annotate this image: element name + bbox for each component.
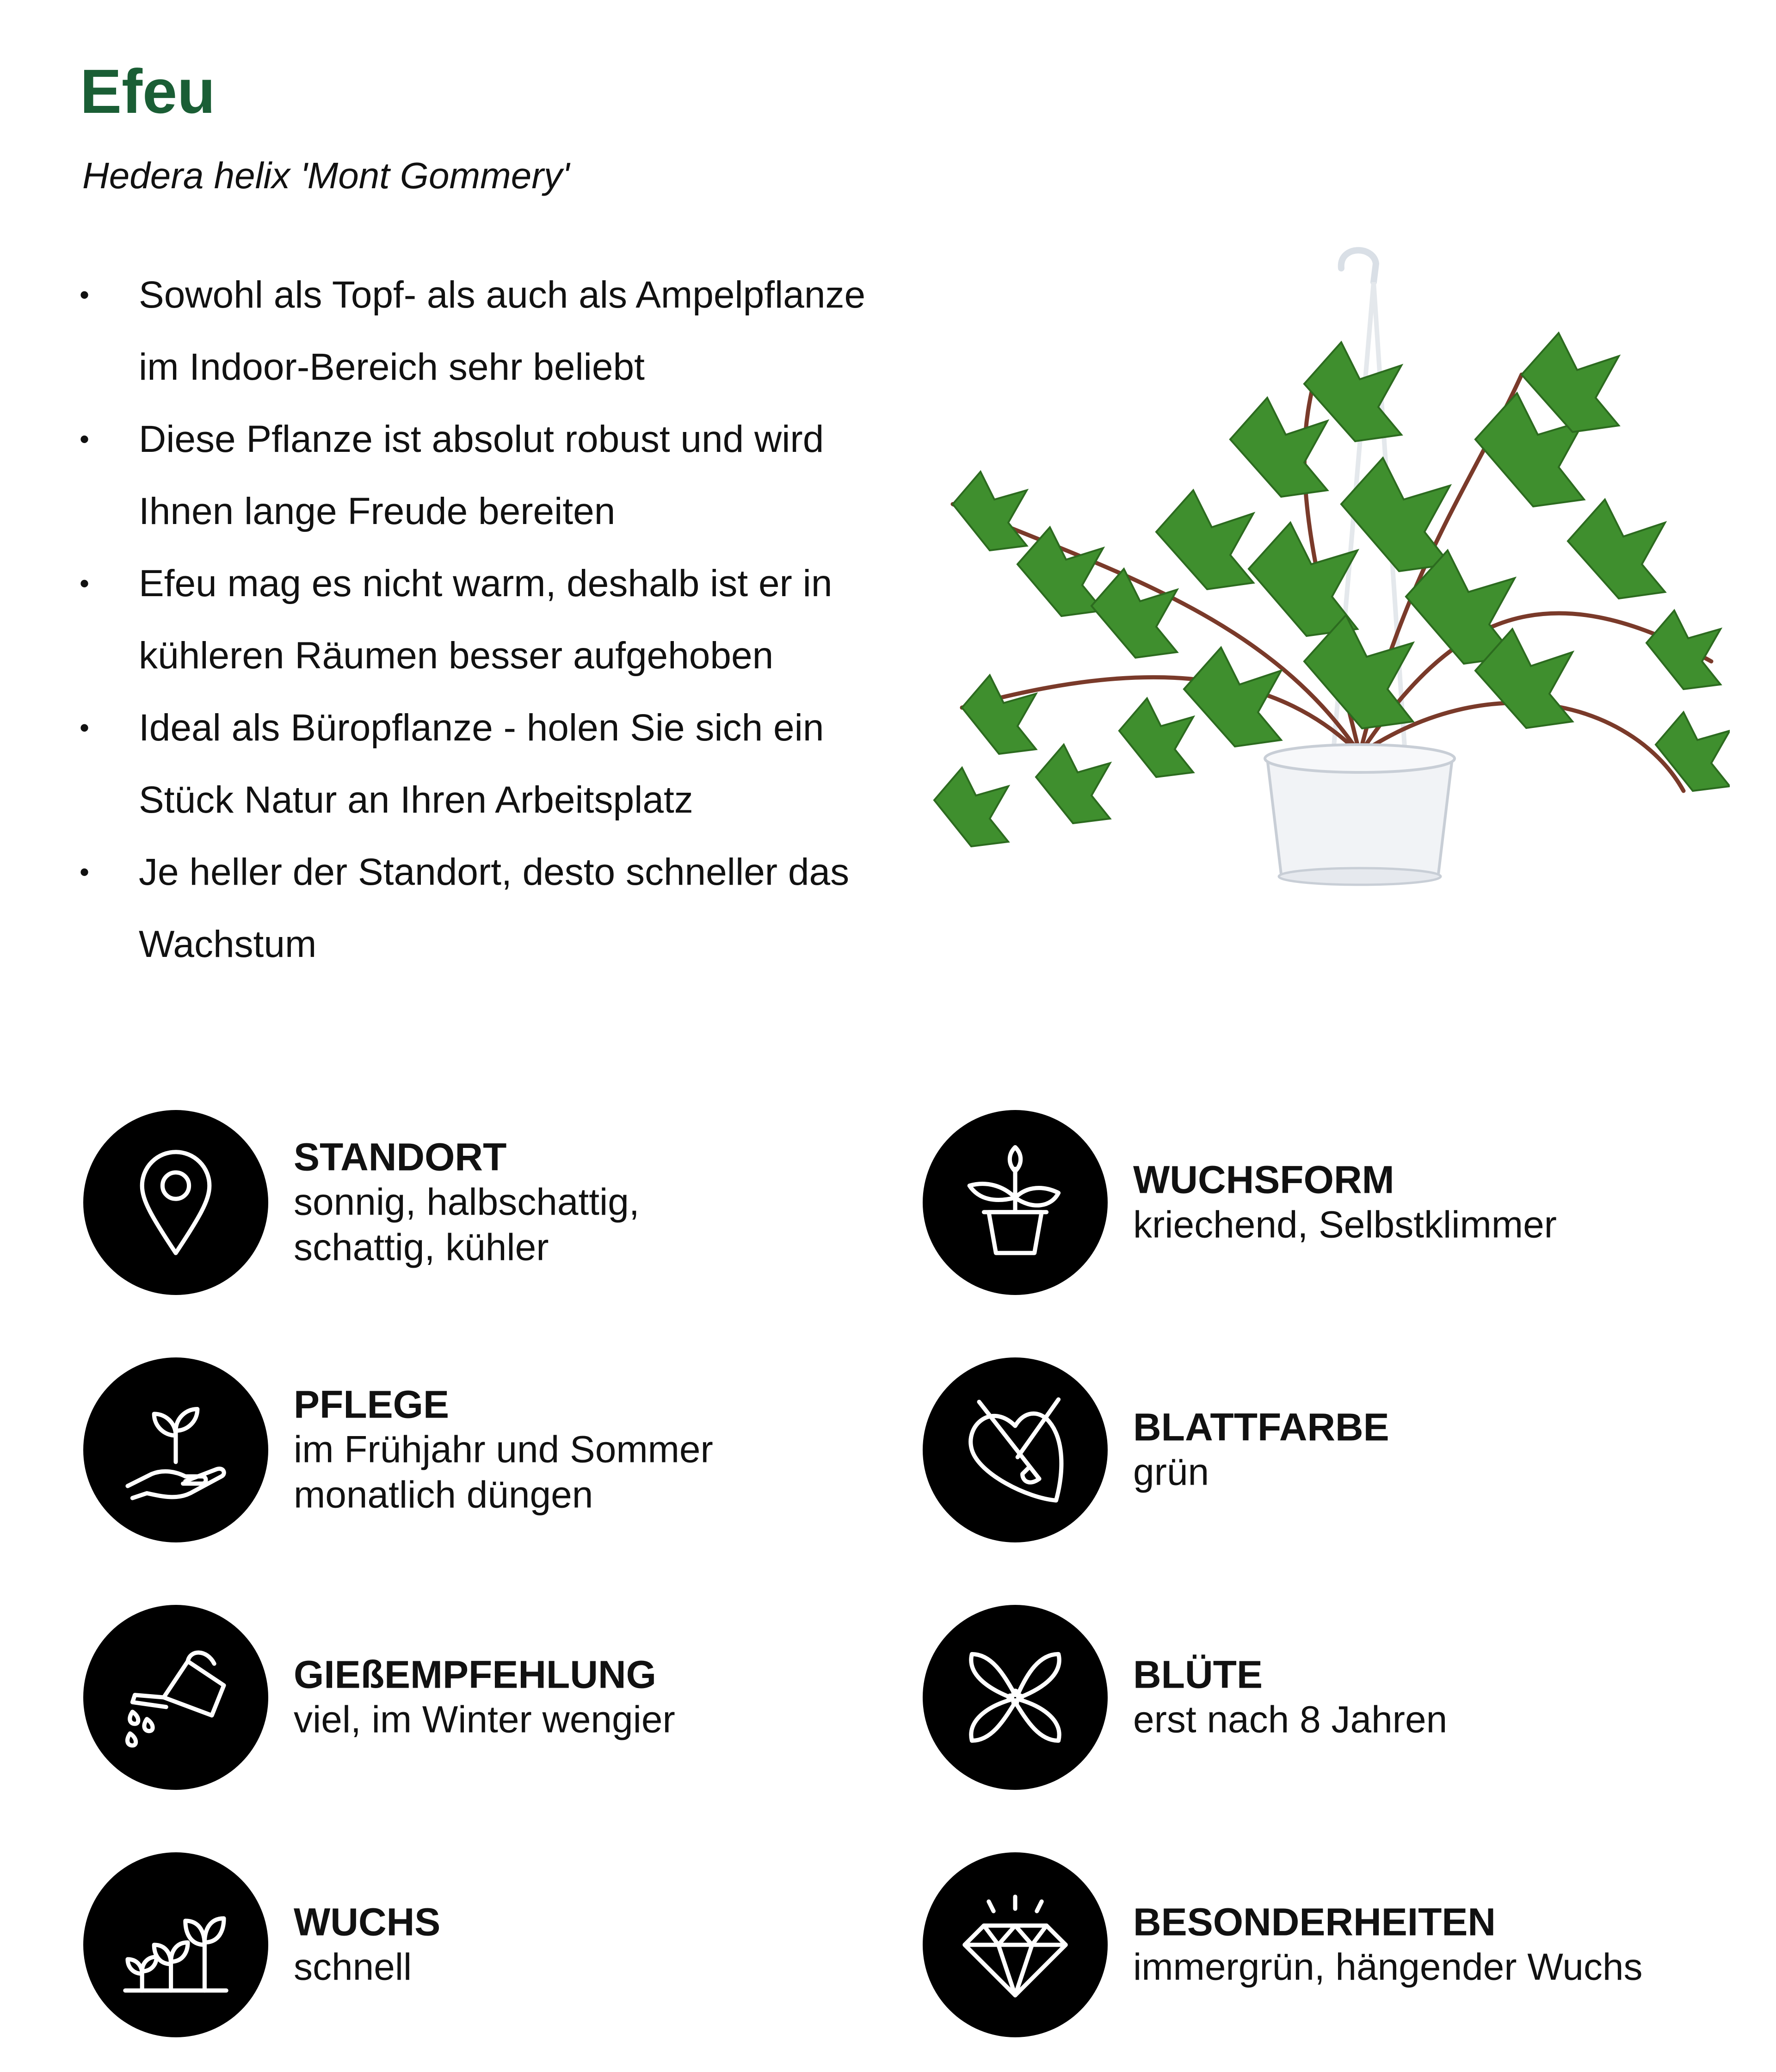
feature-title: STANDORT	[294, 1135, 507, 1179]
feature-wuchsform	[923, 1110, 1709, 1295]
feature-description: grün	[1133, 1451, 1209, 1493]
diamond-icon	[923, 1852, 1108, 2037]
bullet-item: • Sowohl als Topf- als auch als Ampelpflanze im Indoor-Bereich sehr beliebt	[80, 259, 903, 403]
potted-plant-icon	[923, 1110, 1108, 1295]
feature-description: sonnig, halbschattig, schattig, kühler	[294, 1180, 640, 1269]
hand-sprout-icon	[83, 1357, 268, 1542]
ivy-hanging-basket-image	[897, 245, 1730, 902]
feature-bullet-list	[80, 259, 903, 980]
feature-pflege	[83, 1357, 870, 1542]
bullet-item: • Je heller der Standort, desto schneller das Wachstum	[80, 836, 903, 980]
feature-description: kriechend, Selbstklimmer	[1133, 1203, 1557, 1246]
botanical-name: Hedera helix 'Mont Gommery'	[82, 155, 570, 196]
feature-title: PFLEGE	[294, 1382, 450, 1426]
feature-title: BLÜTE	[1133, 1653, 1263, 1696]
feature-description: immergrün, hängender Wuchs	[1133, 1946, 1643, 1988]
feature-besonderheiten	[923, 1852, 1709, 2037]
watering-can-icon	[83, 1605, 268, 1790]
sprouts-icon	[83, 1852, 268, 2037]
feature-title: WUCHS	[294, 1900, 441, 1944]
feature-blattfarbe	[923, 1357, 1709, 1542]
feature-standort	[83, 1110, 870, 1295]
feature-description: viel, im Winter wengier	[294, 1698, 675, 1741]
leaf-brush-icon	[923, 1357, 1108, 1542]
feature-wuchs	[83, 1852, 870, 2037]
feature-description: erst nach 8 Jahren	[1133, 1698, 1448, 1741]
feature-title: BLATTFARBE	[1133, 1405, 1389, 1449]
bullet-item: • Ideal als Büropflanze - holen Sie sich ein Stück Natur an Ihren Arbeitsplatz	[80, 692, 903, 836]
bullet-item: • Efeu mag es nicht warm, deshalb ist er in kühleren Räumen besser aufgehoben	[80, 548, 903, 692]
feature-description: im Frühjahr und Sommer monatlich düngen	[294, 1428, 713, 1516]
feature-title: GIEßEMPFEHLUNG	[294, 1653, 657, 1696]
feature-bluete	[923, 1605, 1709, 1790]
flower-icon	[923, 1605, 1108, 1790]
page-title: Efeu	[80, 56, 216, 126]
feature-giessempfehlung	[83, 1605, 870, 1790]
feature-title: WUCHSFORM	[1133, 1158, 1394, 1202]
location-pin-icon	[83, 1110, 268, 1295]
feature-title: BESONDERHEITEN	[1133, 1900, 1496, 1944]
bullet-item: • Diese Pflanze ist absolut robust und wird Ihnen lange Freude bereiten	[80, 403, 903, 548]
feature-description: schnell	[294, 1946, 412, 1988]
